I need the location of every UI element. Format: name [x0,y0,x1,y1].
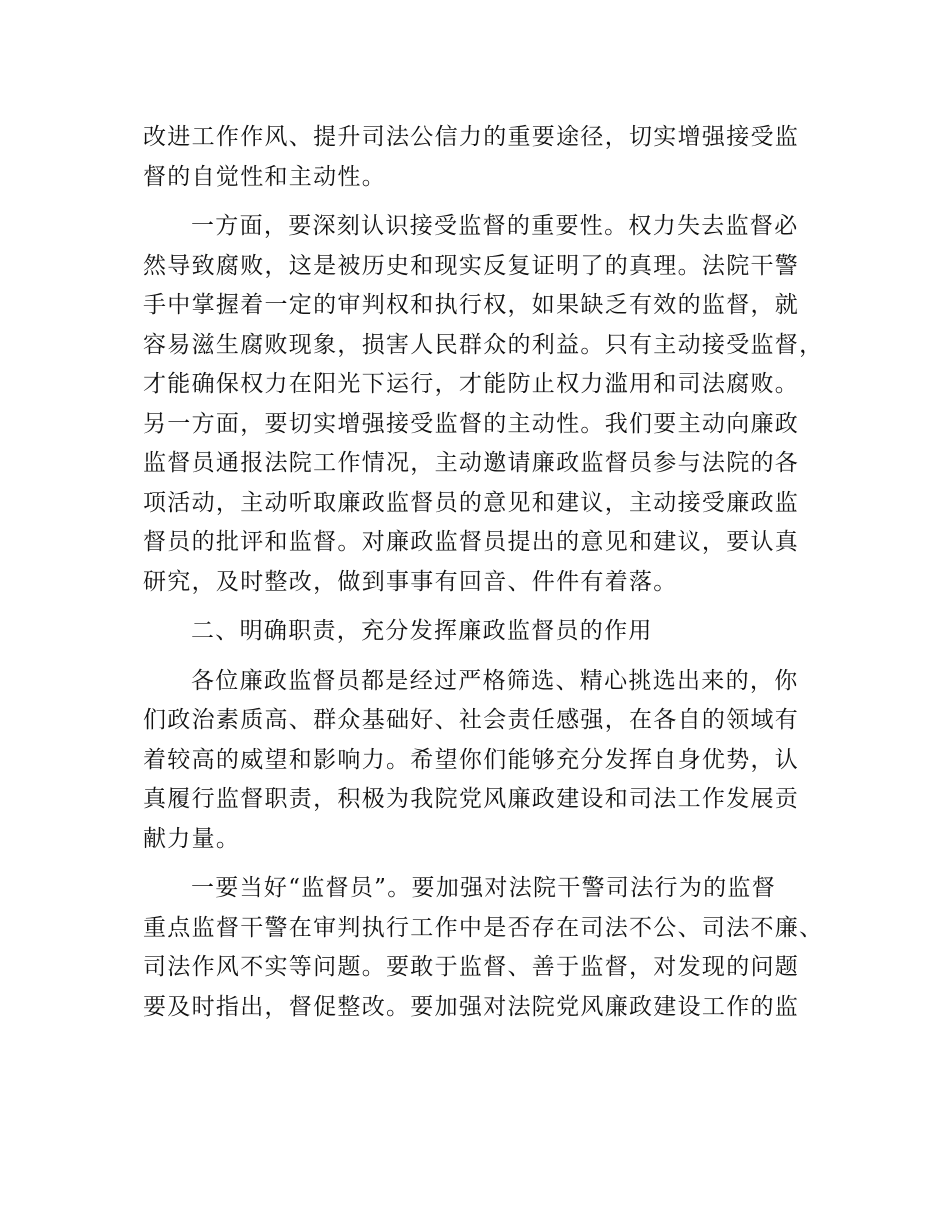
paragraph-accept-supervision [143,207,823,602]
text-line: 各位廉政监督员都是经过严格筛选、精心挑选出来的，你 [191,667,799,694]
text-line: 容易滋生腐败现象，损害人民群众的利益。只有主动接受监督， [143,331,824,358]
text-line: 才能确保权力在阳光下运行，才能防止权力滥用和司法腐败。 [143,371,800,397]
text-line: 项活动，主动听取廉政监督员的意见和建议，主动接受廉政监 [143,489,800,516]
text-line: 督的自觉性和主动性。 [143,163,386,190]
text-line: 着较高的威望和影响力。希望你们能够充分发挥自身优势，认 [143,746,800,773]
text-line: 献力量。 [143,825,241,852]
paragraph-good-supervisor [143,869,823,1027]
paragraph-continuation [143,118,823,197]
text-line: 另一方面，要切实增强接受监督的主动性。我们要主动向廉政 [143,410,800,437]
text-line: 要及时指出，督促整改。要加强对法院党风廉政建设工作的监 [143,993,800,1020]
text-line: 手中掌握着一定的审判权和执行权，如果缺乏有效的监督，就 [143,292,800,318]
text-line: 重点监督干警在审判执行工作中是否存在司法不公、司法不廉、 [143,914,824,941]
text-line: 司法作风不实等问题。要敢于监督、善于监督，对发现的问题 [143,954,800,980]
section-heading [143,612,823,652]
text-line: 研究，及时整改，做到事事有回音、件件有着落。 [143,568,678,595]
heading-text: 二、明确职责，充分发挥廉政监督员的作用 [191,618,653,644]
paragraph-supervisor-role [143,662,823,860]
text-line: 真履行监督职责，积极为我院党风廉政建设和司法工作发展贡 [143,786,800,812]
text-line: 一要当好“监督员”。要加强对法院干警司法行为的监督 [191,875,777,901]
text-line: 改进工作作风、提升司法公信力的重要途径，切实增强接受监 [143,124,800,150]
document-body [143,118,823,1027]
text-line: 然导致腐败，这是被历史和现实反复证明了的真理。法院干警 [143,252,800,279]
text-line: 监督员通报法院工作情况，主动邀请廉政监督员参与法院的各 [143,450,800,476]
text-line: 一方面，要深刻认识接受监督的重要性。权力失去监督必 [191,213,799,239]
text-line: 们政治素质高、群众基础好、社会责任感强，在各自的领域有 [143,707,800,733]
text-line: 督员的批评和监督。对廉政监督员提出的意见和建议，要认真 [143,529,800,555]
